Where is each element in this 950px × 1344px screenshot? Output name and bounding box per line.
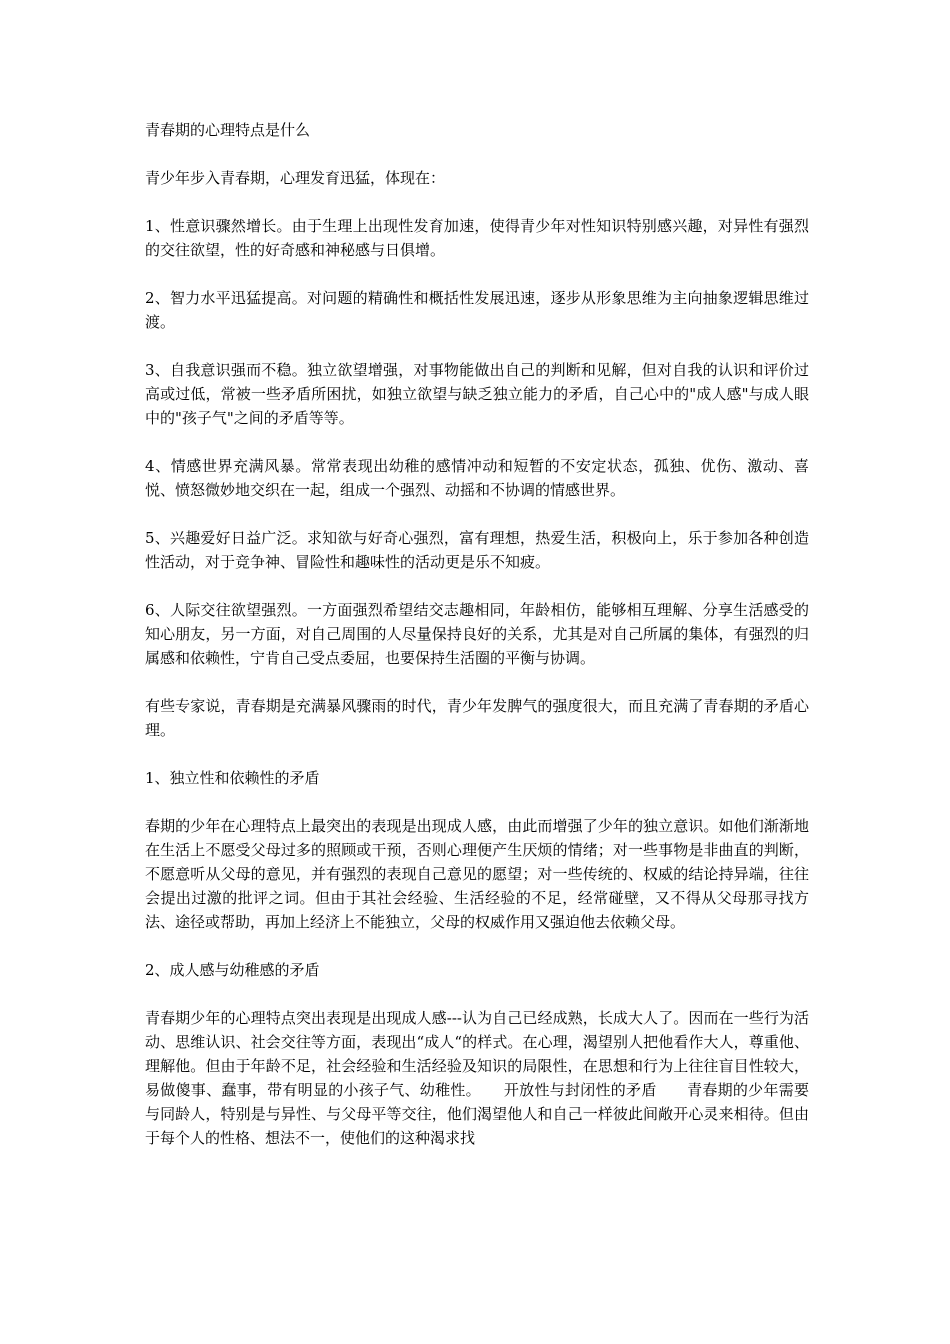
feature-item-3: 3、自我意识强而不稳。独立欲望增强，对事物能做出自己的判断和见解，但对自我的认识和评价过高或过低，常被一些矛盾所困扰，如独立欲望与缺乏独立能力的矛盾，自己心中的"成人感"与成人眼中的"孩子气"之间的矛盾等等。 xyxy=(145,361,809,427)
expert-note-paragraph: 有些专家说，青春期是充满暴风骤雨的时代，青少年发脾气的强度很大，而且充满了青春期的矛盾心理。 xyxy=(145,697,809,739)
feature-item-4: 4、情感世界充满风暴。常常表现出幼稚的感情冲动和短暂的不安定状态，孤独、优伤、激动、喜悦、愤怒微妙地交织在一起，组成一个强烈、动摇和不协调的情感世界。 xyxy=(145,457,809,499)
feature-item-5: 5、兴趣爱好日益广泛。求知欲与好奇心强烈，富有理想，热爱生活，积极向上，乐于参加各种创造性活动，对于竞争神、冒险性和趣味性的活动更是乐不知疲。 xyxy=(145,529,809,571)
feature-item-2: 2、智力水平迅猛提高。对问题的精确性和概括性发展迅速，逐步从形象思维为主向抽象逻辑思维过渡。 xyxy=(145,289,809,331)
section-body-independence: 春期的少年在心理特点上最突出的表现是出现成人感，由此而增强了少年的独立意识。如他们渐渐地在生活上不愿受父母过多的照顾或干预，否则心理便产生厌烦的情绪；对一些事物是非曲直的判断，不愿意听从父母的意见，并有强烈的表现自己意见的愿望；对一些传统的、权威的结论持异端，往往会提出过激的批评之词。但由于其社会经验、生活经验的不足，经常碰壁，又不得从父母那寻找方法、途径或帮助，再加上经济上不能独立，父母的权威作用又强迫他去依赖父母。 xyxy=(145,817,809,931)
document-page xyxy=(145,118,809,1150)
document-title: 青春期的心理特点是什么 xyxy=(145,121,311,139)
feature-item-1: 1、性意识骤然增长。由于生理上出现性发育加速，使得青少年对性知识特别感兴趣，对异性有强烈的交往欲望，性的好奇感和神秘感与日俱增。 xyxy=(145,217,809,259)
section-heading-independence: 1、独立性和依赖性的矛盾 xyxy=(145,769,320,787)
section-heading-adulthood: 2、成人感与幼稚感的矛盾 xyxy=(145,961,320,979)
feature-item-6: 6、人际交往欲望强烈。一方面强烈希望结交志趣相同，年龄相仿，能够相互理解、分享生活感受的知心朋友，另一方面，对自己周围的人尽量保持良好的关系，尤其是对自己所属的集体，有强烈的归属感和依赖性，宁肯自己受点委屈，也要保持生活圈的平衡与协调。 xyxy=(145,601,809,667)
section-body-adulthood: 青春期少年的心理特点突出表现是出现成人感---认为自己已经成熟，长成大人了。因而在一些行为活动、思维认识、社会交往等方面，表现出“成人“的样式。在心理，渴望别人把他看作大人，尊重他、理解他。但由于年龄不足，社会经验和生活经验及知识的局限性，在思想和行为上往往盲目性较大，易做傻事、蠢事，带有明显的小孩子气、幼稚性。 开放性与封闭性的矛盾 青春期的少年需要与同龄人，特别是与异性、与父母平等交往，他们渴望他人和自己一样彼此间敞开心灵来相待。但由于每个人的性格、想法不一，使他们的这种渴求找 xyxy=(145,1009,809,1147)
intro-paragraph: 青少年步入青春期，心理发育迅猛，体现在： xyxy=(145,169,446,187)
